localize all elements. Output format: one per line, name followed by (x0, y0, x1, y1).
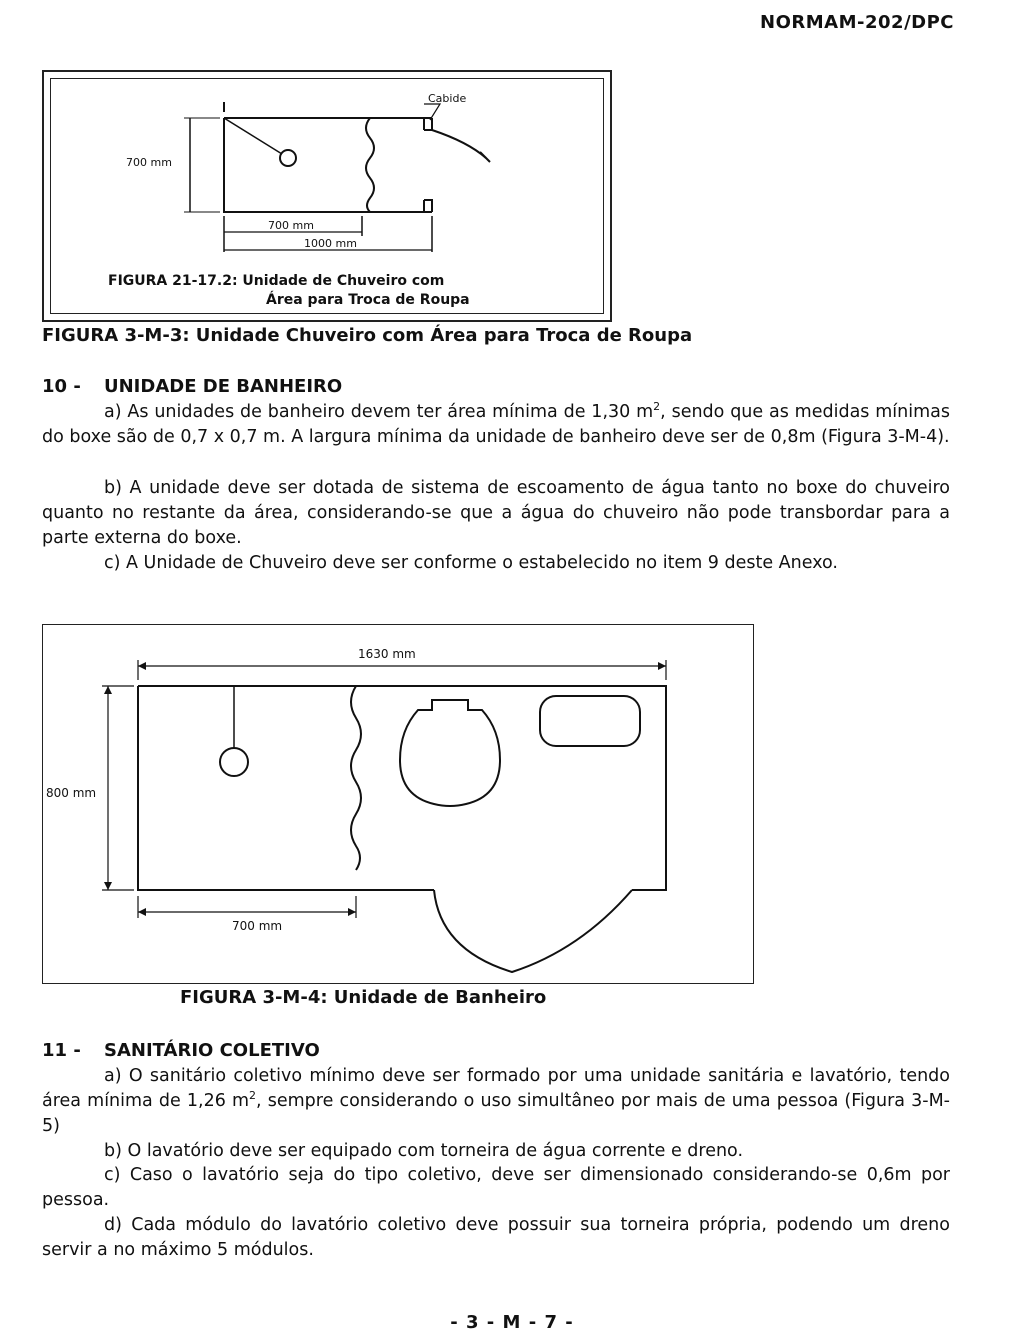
figure-2-caption: FIGURA 3-M-4: Unidade de Banheiro (180, 987, 547, 1008)
label-width-700: 700 mm (268, 219, 314, 232)
section-11-number: 11 - (42, 1040, 81, 1061)
section-11-para-b: b) O lavatório deve ser equipado com torneira de água corrente e dreno. (104, 1141, 744, 1161)
para-a-text-cont: , sempre considerando o uso simultâneo por mais de uma pessoa (Figura 3-M-5) (42, 1091, 950, 1136)
section-10-para-a (42, 400, 950, 450)
label-height-800: 800 mm (46, 786, 97, 800)
page-number: - 3 - M - 7 - (450, 1312, 574, 1333)
section-11-para-c: c) Caso o lavatório seja do tipo coletivo, deve ser dimensionado considerando-se 0,6m por pessoa. (42, 1165, 950, 1210)
figure-1-inner-caption (108, 272, 588, 310)
superscript: 2 (653, 400, 661, 414)
section-10-number: 10 - (42, 376, 81, 397)
para-a-text: a) O sanitário coletivo mínimo deve ser formado por uma unidade sanitária e lavatório, tendo área mínima de 1,26 m (42, 1066, 950, 1111)
superscript: 2 (249, 1089, 257, 1103)
section-11-title (42, 1040, 320, 1061)
label-width-700-box: 700 mm (232, 919, 283, 933)
label-height-700: 700 mm (126, 156, 172, 169)
label-width-1000: 1000 mm (304, 237, 357, 250)
para-a-text: a) As unidades de banheiro devem ter área mínima de 1,30 m (104, 402, 654, 422)
section-11-para-d: d) Cada módulo do lavatório coletivo deve possuir sua torneira própria, podendo um dreno servir a no máximo 5 módulos. (42, 1215, 950, 1260)
figure-1-caption: FIGURA 3-M-3: Unidade Chuveiro com Área para Troca de Roupa (42, 325, 693, 346)
section-11-para-a (42, 1064, 950, 1139)
inner-caption-line2: Área para Troca de Roupa (266, 292, 470, 308)
document-code: NORMAM-202/DPC (760, 12, 954, 33)
figure-2-drawing (0, 620, 1024, 990)
section-10-para-b: b) A unidade deve ser dotada de sistema de escoamento de água tanto no boxe do chuveiro quanto no restante da área, considerando-se que a água do chuveiro não pode transbordar para a parte externa do boxe. (42, 478, 950, 548)
section-10-title (42, 376, 342, 397)
para-a-text-cont: , sendo que as medidas mínimas do boxe são de 0,7 x 0,7 m. A largura mínima da unidade de banheiro deve ser de 0,8m (Figura 3-M-4). (42, 402, 950, 447)
inner-caption-line1: FIGURA 21-17.2: Unidade de Chuveiro com (108, 273, 445, 289)
label-cabide: Cabide (428, 92, 467, 105)
section-10-heading: UNIDADE DE BANHEIRO (104, 376, 343, 397)
section-10-para-c: c) A Unidade de Chuveiro deve ser conforme o estabelecido no item 9 deste Anexo. (104, 553, 838, 573)
section-11-heading: SANITÁRIO COLETIVO (104, 1040, 320, 1061)
label-width-1630: 1630 mm (358, 647, 416, 661)
